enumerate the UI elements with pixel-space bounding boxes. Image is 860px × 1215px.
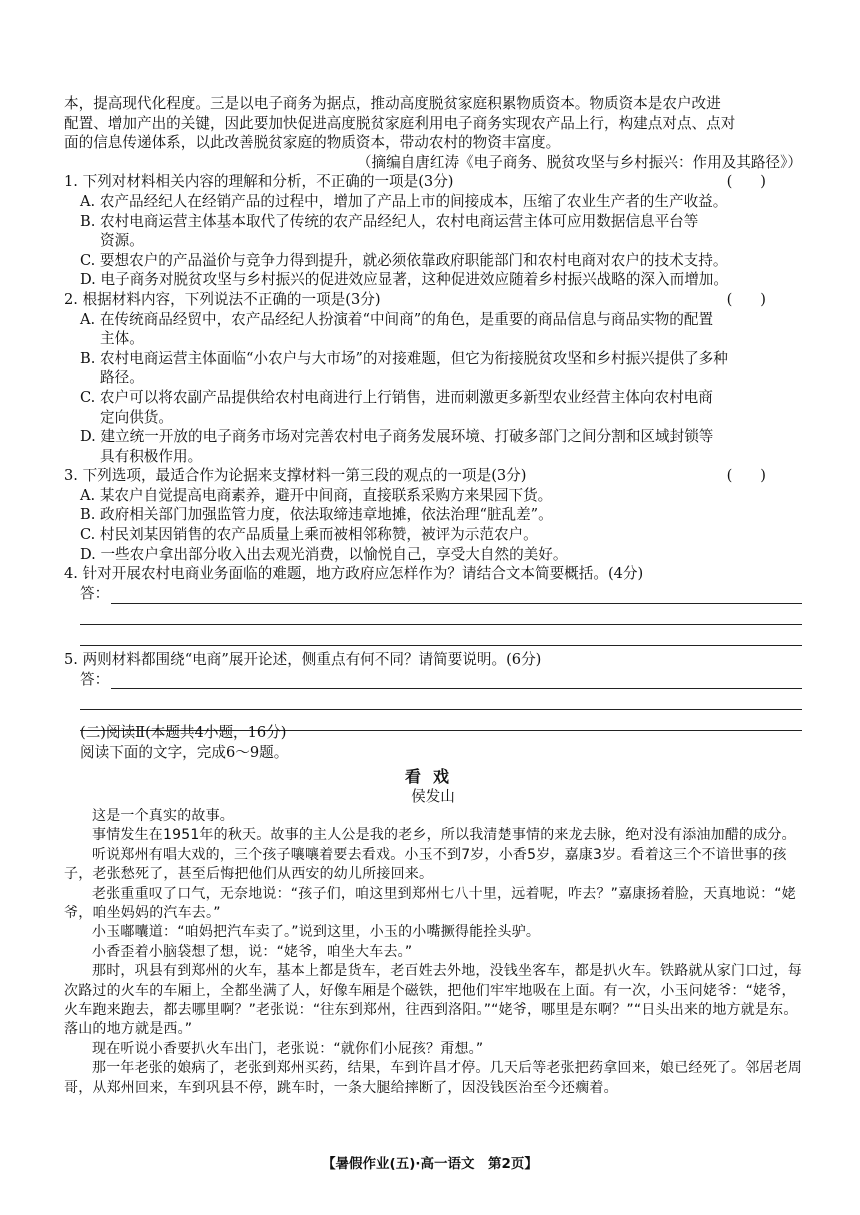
writing-line[interactable] [111, 589, 802, 604]
story-paragraph: 老张重重叹了口气，无奈地说：“孩子们，咱这里到郑州七八十里，远着呢，咋去？”嘉康扬着脸，天真地说：“姥爷，咱坐妈妈的汽车去。” [64, 885, 796, 922]
source-citation: （摘编自唐红涛《电子商务、脱贫攻坚与乡村振兴：作用及其路径》） [356, 153, 802, 171]
story-paragraph: 这是一个真实的故事。 [92, 808, 234, 824]
story-paragraph: 小玉嘟囔道：“咱妈把汽车卖了。”说到这里，小玉的小嘴撅得能拴头驴。 [92, 924, 541, 941]
q1-option-d: D. 电子商务对脱贫攻坚与乡村振兴的促进效应显著，这种促进效应随着乡村振兴战略的深入而增加。 [80, 271, 728, 289]
q3-option-d: D. 一些农户拿出部分收入出去观光消费，以愉悦自己，享受大自然的美好。 [80, 545, 568, 563]
answer-line[interactable] [64, 669, 802, 689]
q2-option-d: D. 建立统一开放的电子商务市场对完善农村电子商务发展环境、打破多部门之间分割和区域封锁等 [80, 428, 714, 446]
intro-line-2: 配置、增加产出的关键，因此要加快促进高度脱贫家庭利用电子商务实现农产品上行，构建点对点、点对 [64, 114, 736, 132]
story-paragraph: 现在听说小香要扒火车出门，老张说：“就你们小屁孩？甭想。” [92, 1040, 484, 1057]
q3-option-c: C. 村民刘某因销售的农产品质量上乘而被相邻称赞，被评为示范农户。 [80, 526, 538, 544]
intro-line-3: 面的信息传递体系，以此改善脱贫家庭的物质资本，带动农村的物资丰富度。 [64, 134, 561, 152]
page-footer: 【暑假作业(五)·高一语文 第2页】 [322, 1156, 538, 1172]
question-5: 5. 两则材料都围绕“电商”展开论述，侧重点有何不同？请简要说明。(6分) [64, 650, 542, 668]
story-paragraph: 那时，巩县有到郑州的火车，基本上都是货车，老百姓去外地，没钱坐客车，都是扒火车。铁路就从家门口过，每次路过的火车的车厢上，全都坐满了人，好像车厢是个磁铁，把他们牢牢地吸在上面。有一次，小玉问姥爷：“姥爷，火车跑来跑去，都去哪里啊？”老张说：“往东到郑州，往西到洛阳。”“姥爷，哪里是东啊？”“日头出来的地方就是东。落山的地方就是西。” [64, 963, 802, 1038]
answer-paren: () [726, 290, 794, 308]
question-3-stem: 3. 下列选项，最适合作为论据来支撑材料一第三段的观点的一项是(3分) [64, 467, 527, 485]
q2-option-b: B. 农村电商运营主体面临“小农户与大市场”的对接难题，但它为衔接脱贫攻坚和乡村振兴提供了多种 [80, 349, 728, 367]
question-2-stem: 2. 根据材料内容，下列说法不正确的一项是(3分) [64, 290, 381, 308]
story-paragraph: 听说郑州有唱大戏的，三个孩子嚷嚷着要去看戏。小玉不到7岁，小香5岁，嘉康3岁。看着这三个不谙世事的孩子，老张愁死了，甚至后悔把他们从西安的幼儿所接回来。 [64, 846, 787, 883]
q1-option-a: A. 农产品经纪人在经销产品的过程中，增加了产品上市的间接成本，压缩了农业生产者的生产收益。 [80, 192, 728, 210]
writing-line[interactable] [80, 689, 802, 710]
writing-line[interactable] [80, 604, 802, 625]
reading-section-2 [64, 723, 802, 1098]
story-body [64, 807, 802, 1098]
section-instruction: 阅读下面的文字，完成6～9题。 [80, 744, 289, 761]
q2-option-c: C. 农户可以将农副产品提供给农村电商进行上行销售，进而刺激更多新型农业经营主体向农村电商 [80, 388, 713, 406]
question-1-stem: 1. 下列对材料相关内容的理解和分析，不正确的一项是(3分) [64, 173, 454, 191]
question-2 [64, 290, 802, 310]
story-author: 侯发山 [411, 788, 455, 805]
q1-option-b: B. 农村电商运营主体基本取代了传统的农产品经纪人，农村电商运营主体可应用数据信息平台等 [80, 212, 699, 230]
q2-option-b-cont: 路径。 [100, 369, 144, 387]
question-1 [64, 172, 802, 192]
answer-paren: () [726, 467, 794, 485]
answer-label: 答： [80, 585, 110, 603]
section-heading: (二)阅读Ⅱ(本题共4小题，16分) [80, 724, 287, 741]
question-3 [64, 466, 802, 486]
story-paragraph: 小香歪着小脑袋想了想，说：“姥爷，咱坐大车去。” [92, 943, 413, 960]
q3-option-b: B. 政府相关部门加强监管力度，依法取缔违章地摊，依法治理“脏乱差”。 [80, 506, 553, 524]
answer-line[interactable] [64, 584, 802, 604]
question-4: 4. 针对开展农村电商业务面临的难题，地方政府应怎样作为？请结合文本简要概括。(4分) [64, 565, 644, 583]
answer-label: 答： [80, 670, 110, 688]
q1-option-b-cont: 资源。 [100, 232, 144, 250]
material-and-questions [64, 94, 802, 731]
q1-option-c: C. 要想农户的产品溢价与竞争力得到提升，就必须依靠政府职能部门和农村电商对农户的技术支持。 [80, 251, 728, 269]
story-title: 看戏 [404, 767, 461, 786]
q2-option-a-cont: 主体。 [100, 330, 144, 348]
writing-line[interactable] [80, 625, 802, 646]
q3-option-a: A. 某农户自觉提高电商素养，避开中间商，直接联系采购方来果园下货。 [80, 486, 553, 504]
q2-option-a: A. 在传统商品经贸中，农产品经纪人扮演着“中间商”的角色，是重要的商品信息与商品实物的配置 [80, 310, 714, 328]
answer-paren: () [726, 173, 794, 191]
q2-option-c-cont: 定向供货。 [100, 408, 173, 426]
intro-line-1: 本，提高现代化程度。三是以电子商务为据点，推动高度脱贫家庭积累物质资本。物质资本是农户改进 [64, 95, 721, 112]
q2-option-d-cont: 具有积极作用。 [100, 447, 203, 465]
writing-line[interactable] [111, 674, 802, 689]
story-paragraph: 事情发生在1951年的秋天。故事的主人公是我的老乡，所以我清楚事情的来龙去脉，绝对没有添油加醋的成分。 [92, 827, 796, 844]
story-paragraph: 那一年老张的娘病了，老张到郑州买药，结果，车到许昌才停。几天后等老张把药拿回来，娘已经死了。邻居老周哥，从郑州回来，车到巩县不停，跳车时，一条大腿给摔断了，因没钱医治至今还瘸着。 [64, 1060, 802, 1096]
